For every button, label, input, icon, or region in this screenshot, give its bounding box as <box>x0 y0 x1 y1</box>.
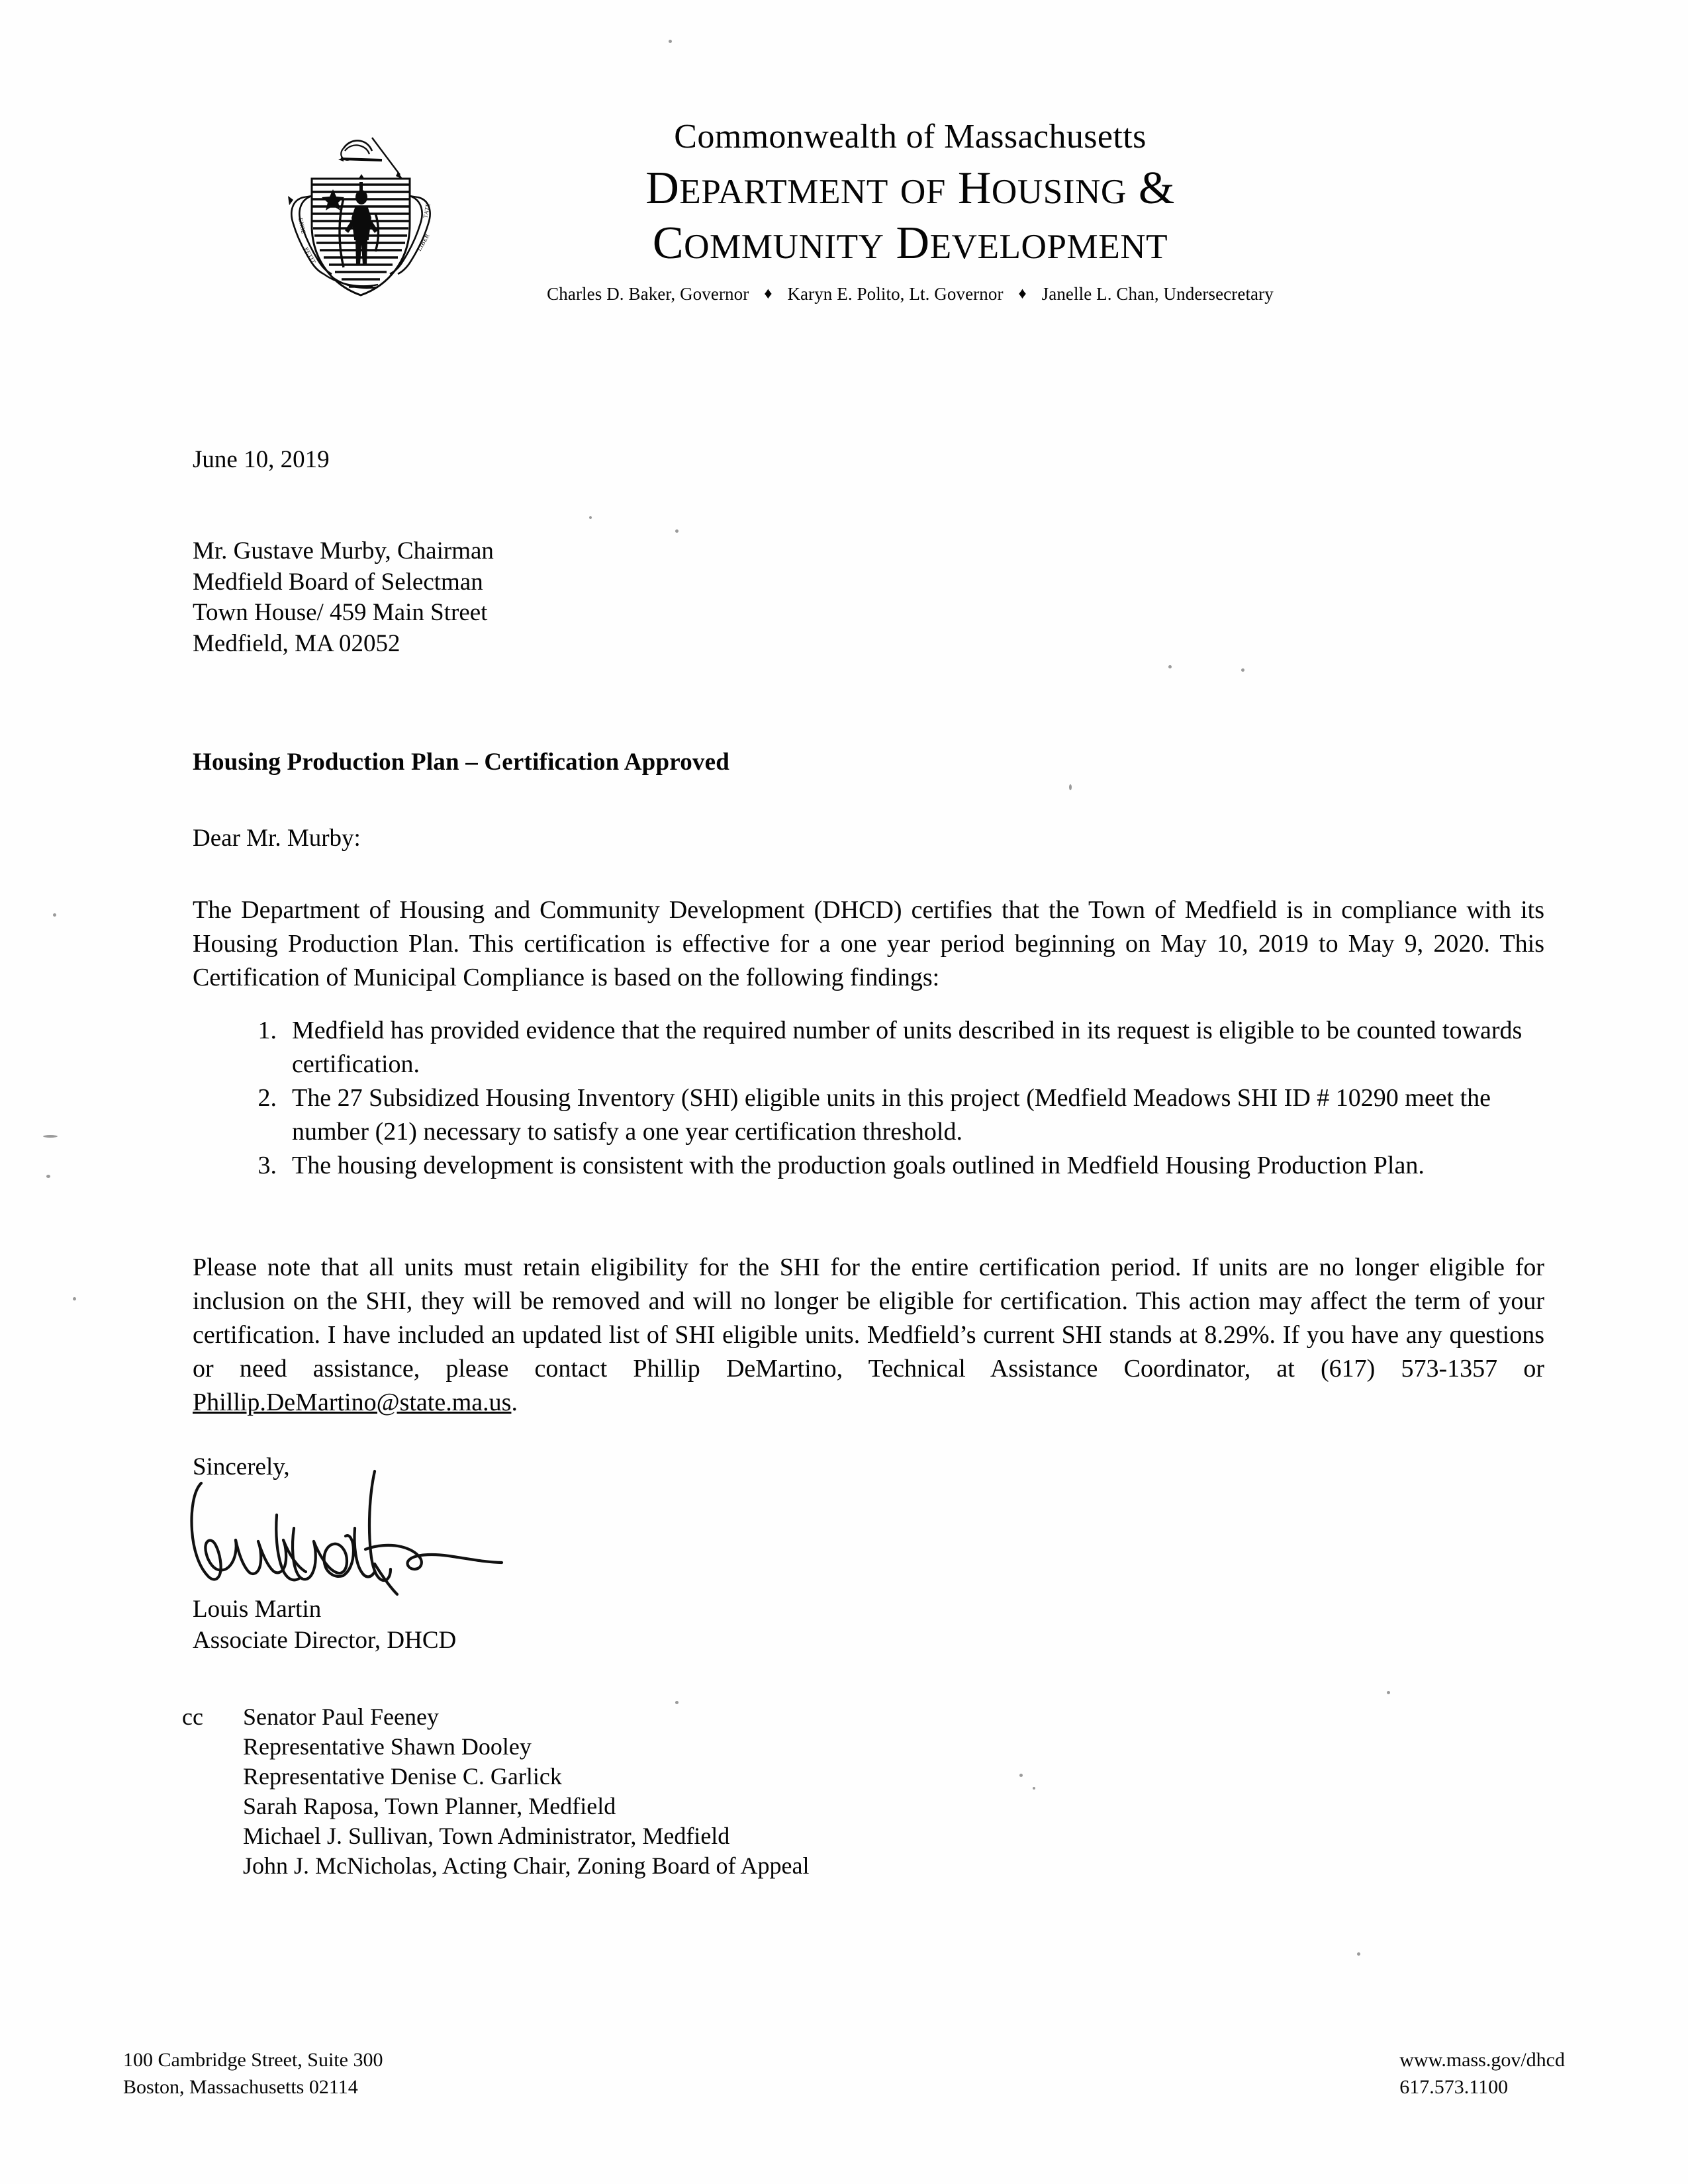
finding-text: Medfield has provided evidence that the required number of units described in its request is eligible to be counted towards certification. <box>292 1017 1523 1078</box>
dept-c: C <box>652 218 684 269</box>
signer-name: Louis Martin <box>193 1596 322 1623</box>
letterhead <box>0 113 1688 311</box>
seal-container <box>252 113 470 311</box>
note-text-part2: . <box>511 1388 518 1416</box>
department-title-line1 <box>470 161 1350 215</box>
handwritten-signature-icon <box>176 1465 639 1617</box>
scan-speck <box>53 913 56 917</box>
closing-salutation: Sincerely, <box>193 1453 290 1480</box>
scan-speck <box>43 1135 58 1138</box>
cc-recipient: Representative Denise C. Garlick <box>243 1763 562 1790</box>
recipient-street: Town House/ 459 Main Street <box>193 599 488 626</box>
cc-recipient: Michael J. Sullivan, Town Administrator, Medfield <box>243 1823 730 1849</box>
dept-d: D <box>645 163 680 214</box>
cc-recipient: Sarah Raposa, Town Planner, Medfield <box>243 1793 616 1819</box>
officials-line <box>470 284 1350 304</box>
svg-text:PETIT: PETIT <box>303 246 318 265</box>
cc-recipient: John J. McNicholas, Acting Chair, Zoning Board of Appeal <box>243 1852 810 1879</box>
scan-speck <box>589 516 592 519</box>
scan-speck <box>1019 1774 1023 1777</box>
salutation: Dear Mr. Murby: <box>193 825 361 852</box>
cc-label: cc <box>182 1704 203 1730</box>
footer-website[interactable]: www.mass.gov/dhcd <box>1399 2049 1565 2071</box>
cc-row <box>182 1702 809 1881</box>
scan-speck <box>1387 1691 1390 1694</box>
dept-h: H <box>957 163 992 214</box>
finding-item <box>242 1081 1544 1149</box>
svg-text:LIBER: LIBER <box>416 232 431 252</box>
diamond-separator-icon: ♦ <box>764 285 773 302</box>
scan-speck <box>669 40 672 43</box>
svg-text:TATE: TATE <box>422 202 432 219</box>
scan-speck <box>1168 665 1172 668</box>
letter-date: June 10, 2019 <box>193 446 330 473</box>
scan-speck <box>1069 784 1072 790</box>
finding-text: The housing development is consistent with the production goals outlined in Medfield Housing Production Plan. <box>292 1152 1425 1179</box>
cc-recipient: Representative Shawn Dooley <box>243 1733 532 1760</box>
findings-list <box>242 1014 1544 1183</box>
recipient-city-state-zip: Medfield, MA 02052 <box>193 629 400 657</box>
finding-number: 3. <box>258 1152 277 1179</box>
recipient-address <box>193 536 494 659</box>
dept-ommunity: OMMUNITY <box>684 227 884 267</box>
note-paragraph <box>193 1251 1544 1420</box>
department-title-line2 <box>470 216 1350 270</box>
finding-text: The 27 Subsidized Housing Inventory (SHI) eligible units in this project (Medfield Meadows SHI ID # 10290 meet the number (21) necessary to satisfy a one year certification threshold. <box>292 1084 1491 1146</box>
page-footer <box>123 2046 1565 2101</box>
recipient-name: Mr. Gustave Murby, Chairman <box>193 537 494 565</box>
commonwealth-title: Commonwealth of Massachusetts <box>674 118 1147 156</box>
massachusetts-state-seal-icon <box>275 119 447 311</box>
footer-phone: 617.573.1100 <box>1399 2076 1509 2098</box>
lt-governor-name: Karyn E. Polito, Lt. Governor <box>787 283 1004 304</box>
scan-speck <box>675 1701 679 1704</box>
dept-ousing: OUSING <box>991 172 1127 212</box>
recipient-org: Medfield Board of Selectman <box>193 568 483 596</box>
dept-of: OF <box>900 172 946 212</box>
subject-line: Housing Production Plan – Certification Approved <box>193 749 729 776</box>
diamond-separator-icon-2: ♦ <box>1018 285 1027 302</box>
footer-address-line1: 100 Cambridge Street, Suite 300 <box>123 2049 383 2071</box>
footer-address <box>123 2046 383 2101</box>
contact-email-link[interactable]: Phillip.DeMartino@state.ma.us <box>193 1388 512 1416</box>
dept-evelopment: EVELOPMENT <box>929 227 1168 267</box>
signer-title: Associate Director, DHCD <box>193 1627 457 1654</box>
scan-speck <box>1241 668 1244 672</box>
cc-block <box>182 1702 809 1881</box>
cc-recipient-list <box>243 1702 809 1881</box>
intro-paragraph: The Department of Housing and Community Development (DHCD) certifies that the Town of Medfield is in compliance with its Housing Production Plan. This certification is effective for a one year period beginning on May 10, 2019 to May 9, 2020. This Certification of Municipal Compliance is based on the following findings: <box>193 896 1544 991</box>
footer-address-line2: Boston, Massachusetts 02114 <box>123 2076 358 2098</box>
note-text-part1: Please note that all units must retain eligibility for the SHI for the entire certification period. If units are no longer eligible for inclusion on the SHI, they will be removed and will no longer be eligible for certification. This action may affect the term of your certification. I have included an updated list of SHI eligible units. Medfield’s current SHI stands at 8.29%. If you have any questions or need assistance, please contact Phillip DeMartino, Technical Assistance Coordinator, at (617) 573-1357 or <box>193 1253 1544 1383</box>
scan-speck <box>73 1297 76 1300</box>
scan-speck <box>675 529 679 533</box>
finding-item <box>242 1014 1544 1081</box>
footer-contact <box>1399 2046 1565 2101</box>
svg-text:ENSE: ENSE <box>297 217 307 235</box>
signature-block <box>193 1453 987 1655</box>
scan-speck <box>1357 1952 1360 1956</box>
finding-number: 1. <box>258 1017 277 1044</box>
scan-speck <box>1033 1787 1035 1790</box>
dept-ampersand: & <box>1138 163 1175 214</box>
undersecretary-name: Janelle L. Chan, Undersecretary <box>1041 283 1274 304</box>
finding-number: 2. <box>258 1084 277 1112</box>
finding-item <box>242 1149 1544 1183</box>
scan-speck <box>46 1175 50 1178</box>
letterhead-text <box>470 113 1350 304</box>
dept-d2: D <box>896 218 930 269</box>
cc-recipient: Senator Paul Feeney <box>243 1704 439 1730</box>
dept-epartment: EPARTMENT <box>679 172 888 212</box>
governor-name: Charles D. Baker, Governor <box>547 283 749 304</box>
